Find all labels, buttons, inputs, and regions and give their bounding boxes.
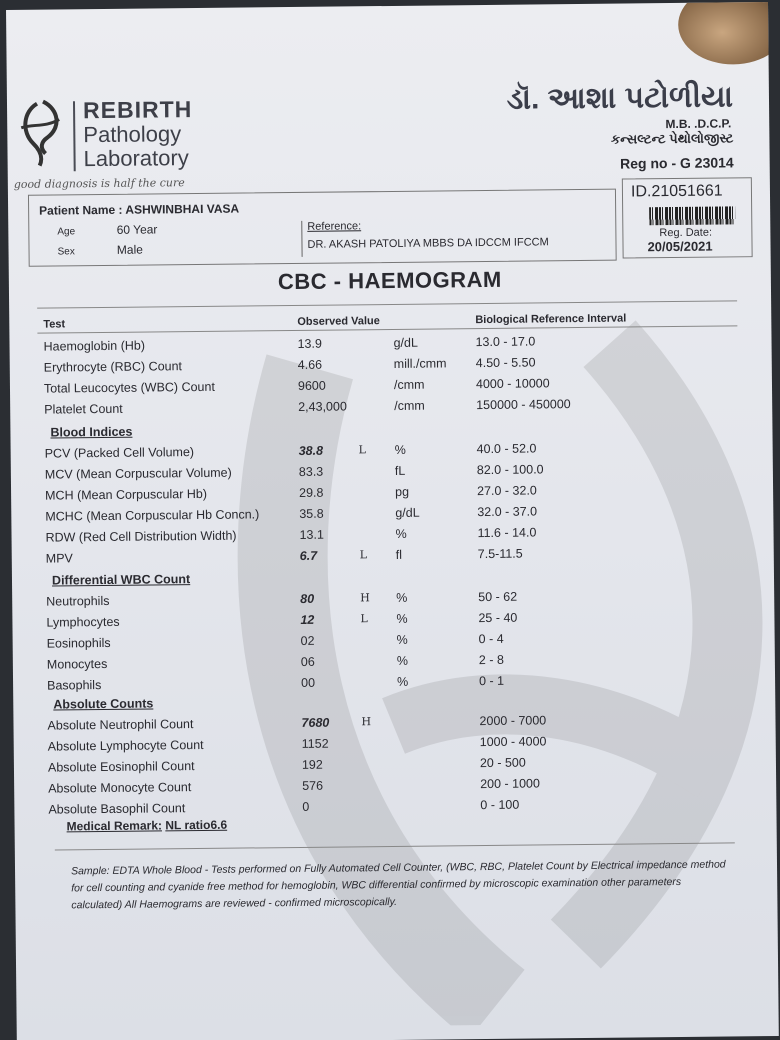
id-box <box>622 177 753 258</box>
row-test-name: MCHC (Mean Corpuscular Hb Concn.) <box>45 507 260 524</box>
row-test-name: Absolute Basophil Count <box>48 801 186 817</box>
row-test-name: Platelet Count <box>44 401 123 417</box>
row-reference-range: 150000 - 450000 <box>476 397 571 413</box>
remark-label: Medical Remark: <box>66 818 163 834</box>
patient-name: ASHWINBHAI VASA <box>125 201 240 217</box>
row-unit: % <box>396 653 409 668</box>
patient-name-row <box>39 202 239 218</box>
doctor-name: ડૉ. આશા પટોળીયા <box>506 80 734 116</box>
patient-age-row <box>57 222 157 237</box>
row-value: 83.3 <box>298 464 324 479</box>
row-value: 7680 <box>301 715 330 730</box>
lab-name-line2: Pathology <box>83 121 182 148</box>
reg-date: 20/05/2021 <box>647 238 713 255</box>
patient-sex-row <box>57 243 143 258</box>
row-unit: % <box>396 632 408 647</box>
row-unit: mill./cmm <box>393 356 447 371</box>
rebirth-logo-icon <box>15 97 66 168</box>
row-flag: H <box>361 715 372 729</box>
lab-name-line1: REBIRTH <box>82 96 193 124</box>
row-value: 13.1 <box>299 527 324 542</box>
section-absolute: Absolute Counts <box>53 696 154 712</box>
row-reference-range: 32.0 - 37.0 <box>477 504 538 520</box>
row-flag: L <box>360 612 368 626</box>
row-flag: H <box>360 591 370 605</box>
patient-age: 60 Year <box>116 222 158 237</box>
sample-note: Sample: EDTA Whole Blood - Tests performed on Fully Automated Cell Counter, (WBC, RBC, Platelet Count by Electrical impedance method for cell counting and cyanide free method for hemoglobin, WBC differential confirmed by microscopic examination other parameters calculated) All Haemograms are reviewed - confirmed microscopically. <box>70 858 726 912</box>
row-value: 1152 <box>301 736 329 751</box>
row-test-name: Erythrocyte (RBC) Count <box>43 359 183 375</box>
row-value: 38.8 <box>298 443 324 458</box>
row-value: 2,43,000 <box>298 399 347 414</box>
row-test-name: MCV (Mean Corpuscular Volume) <box>44 465 232 482</box>
thumb-in-photo <box>678 2 779 65</box>
report-id: ID.21051661 <box>630 182 723 201</box>
row-unit: /cmm <box>394 398 425 413</box>
row-reference-range: 2000 - 7000 <box>479 713 547 729</box>
row-reference-range: 4.50 - 5.50 <box>475 355 536 371</box>
lab-tagline: good diagnosis is half the cure <box>13 176 185 191</box>
row-flag: L <box>358 443 367 457</box>
row-reference-range: 0 - 1 <box>479 673 505 689</box>
row-value: 06 <box>300 654 315 669</box>
report-title: CBC - HAEMOGRAM <box>277 266 502 295</box>
row-reference-range: 0 - 100 <box>480 797 520 813</box>
row-test-name: Monocytes <box>46 656 108 672</box>
row-value: 13.9 <box>297 336 322 351</box>
row-unit: % <box>396 590 408 605</box>
col-header-value: Observed Value <box>297 315 380 328</box>
row-reference-range: 1000 - 4000 <box>479 734 547 750</box>
reference-label: Reference: <box>307 220 362 233</box>
remark-value: NL ratio6.6 <box>165 817 228 833</box>
section-blood-indices: Blood Indices <box>50 424 133 440</box>
doctor-degree: M.B. .D.C.P. <box>665 116 732 132</box>
row-value: 6.7 <box>299 548 318 563</box>
row-value: 80 <box>300 591 315 606</box>
row-reference-range: 2 - 8 <box>478 652 504 668</box>
row-reference-range: 11.6 - 14.0 <box>477 525 537 541</box>
row-unit: fl <box>395 547 403 562</box>
patient-sex-label: Sex <box>57 246 75 258</box>
row-reference-range: 0 - 4 <box>478 631 504 647</box>
row-value: 4.66 <box>297 357 323 372</box>
row-value: 29.8 <box>299 485 324 500</box>
row-test-name: Neutrophils <box>46 593 110 609</box>
row-value: 12 <box>300 612 315 627</box>
col-header-ref: Biological Reference Interval <box>475 312 627 327</box>
reg-date-label: Reg. Date: <box>659 226 713 240</box>
row-test-name: Absolute Lymphocyte Count <box>47 737 204 754</box>
row-test-name: Lymphocytes <box>46 614 120 630</box>
row-value: 02 <box>300 633 315 648</box>
col-header-test: Test <box>43 318 66 331</box>
row-unit: /cmm <box>393 377 425 392</box>
row-test-name: Absolute Neutrophil Count <box>47 717 194 733</box>
row-test-name: Total Leucocytes (WBC) Count <box>43 379 215 396</box>
row-reference-range: 13.0 - 17.0 <box>475 334 536 350</box>
row-test-name: RDW (Red Cell Distribution Width) <box>45 528 237 545</box>
logo-divider <box>73 101 76 171</box>
doctor-registration: Reg no - G 23014 <box>619 154 734 172</box>
row-value: 9600 <box>297 378 326 393</box>
row-test-name: Basophils <box>47 678 102 693</box>
barcode-icon <box>649 206 735 225</box>
reference-divider <box>301 221 302 257</box>
row-reference-range: 40.0 - 52.0 <box>476 441 537 457</box>
row-value: 0 <box>302 799 310 814</box>
row-unit: g/dL <box>395 505 420 520</box>
row-unit: % <box>397 674 409 689</box>
row-reference-range: 200 - 1000 <box>480 776 541 792</box>
row-unit: pg <box>395 484 410 499</box>
reference-doctor: DR. AKASH PATOLIYA MBBS DA IDCCM IFCCM <box>307 236 549 251</box>
row-reference-range: 20 - 500 <box>479 755 526 771</box>
row-test-name: Absolute Monocyte Count <box>48 780 192 796</box>
row-unit: % <box>396 611 408 626</box>
row-value: 576 <box>302 778 324 793</box>
row-unit: % <box>394 442 406 457</box>
medical-remark <box>67 818 228 834</box>
row-value: 00 <box>301 675 316 690</box>
row-reference-range: 82.0 - 100.0 <box>476 462 544 478</box>
row-reference-range: 50 - 62 <box>478 589 518 605</box>
row-reference-range: 7.5-11.5 <box>477 546 523 562</box>
row-test-name: Haemoglobin (Hb) <box>43 338 146 354</box>
row-unit: % <box>395 526 407 541</box>
lab-name <box>83 96 193 171</box>
row-reference-range: 25 - 40 <box>478 610 518 626</box>
row-test-name: PCV (Packed Cell Volume) <box>44 445 195 461</box>
section-differential: Differential WBC Count <box>51 572 191 588</box>
row-unit: fL <box>394 463 406 478</box>
patient-sex: Male <box>116 242 143 257</box>
row-value: 192 <box>301 757 323 772</box>
row-test-name: Absolute Eosinophil Count <box>47 759 195 775</box>
row-value: 35.8 <box>299 506 324 521</box>
lab-name-line3: Laboratory <box>83 145 189 172</box>
row-test-name: MCH (Mean Corpuscular Hb) <box>45 486 208 503</box>
row-reference-range: 4000 - 10000 <box>475 376 550 392</box>
patient-name-label: Patient Name : <box>39 202 123 218</box>
row-reference-range: 27.0 - 32.0 <box>477 483 537 499</box>
patient-info-box <box>28 189 617 267</box>
doctor-specialty: કન્સલ્ટન્ટ પેથોલોજીસ્ટ <box>610 130 734 147</box>
row-test-name: Eosinophils <box>46 635 111 651</box>
report-paper <box>6 2 779 1040</box>
row-test-name: MPV <box>45 551 73 566</box>
row-unit: g/dL <box>393 335 418 350</box>
patient-age-label: Age <box>57 226 76 238</box>
row-flag: L <box>359 548 368 562</box>
